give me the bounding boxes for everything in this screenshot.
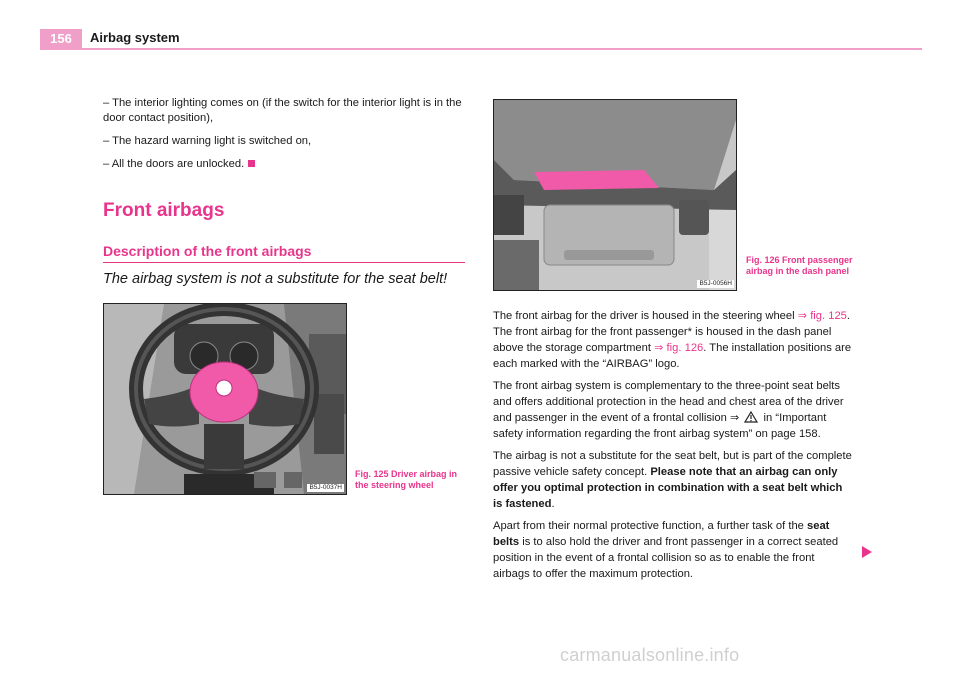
page-number: 156 <box>40 29 82 48</box>
paragraph: The airbag is not a substitute for the seat belt, but is part of the complete passive vehicle safety concept. Please note that an airbag can only offer you optimal protection in combination with a seat belt which is fastened. <box>493 450 852 510</box>
page-title: Airbag system <box>90 30 180 45</box>
steering-wheel-illustration <box>104 304 346 494</box>
paragraph: Apart from their normal protective function, a further task of the seat belts is to also hold the driver and front passenger in a correct seated position in the event of a frontal collision so as to enable the front airbags to offer the maximum protection. <box>493 520 839 580</box>
figure-caption: Fig. 126 Front passenger airbag in the dash panel <box>746 255 853 276</box>
paragraph: The front airbag system is complementary to the three-point seat belts and offers additional protection in the head and chest area of the driver and passenger in the event of a frontal collision ⇒ in “Important safety information regarding the front airbag system” on page 158. <box>493 380 844 440</box>
lead-text: The airbag system is not a substitute for the seat belt! <box>103 271 448 287</box>
figure-code: B5J-0037H <box>309 484 342 491</box>
list-item: – The hazard warning light is switched on, <box>103 135 312 147</box>
section-end-icon <box>248 160 255 167</box>
figure-caption: Fig. 125 Driver airbag in the steering wheel <box>355 469 458 490</box>
dash-panel-illustration <box>494 100 736 290</box>
body-text <box>493 308 853 588</box>
figure-steering-wheel <box>103 303 347 495</box>
warning-icon <box>744 411 758 423</box>
subsection-divider <box>103 262 465 263</box>
subsection-heading: Description of the front airbags <box>103 243 312 259</box>
figure-link[interactable]: ⇒ fig. 125 <box>797 310 847 322</box>
figure-dash-panel <box>493 99 737 291</box>
figure-link[interactable]: ⇒ fig. 126 <box>654 342 704 354</box>
paragraph: The front airbag for the driver is housed in the steering wheel ⇒ fig. 125. The front airbag for the front passenger* is housed in the dash panel above the storage compartment ⇒ fig. 126. The installation positions are each marked with the “AIRBAG” logo. <box>493 310 852 370</box>
list-item: – The interior lighting comes on (if the switch for the interior light is in the door contact position), <box>103 97 462 124</box>
figure-code: B5J-0056H <box>699 280 732 287</box>
list-item: – All the doors are unlocked. <box>103 157 465 172</box>
section-heading: Front airbags <box>103 200 225 221</box>
header-divider <box>40 48 922 50</box>
next-page-arrow-icon[interactable] <box>862 546 872 558</box>
status-list <box>103 96 465 180</box>
watermark: carmanualsonline.info <box>560 645 740 665</box>
